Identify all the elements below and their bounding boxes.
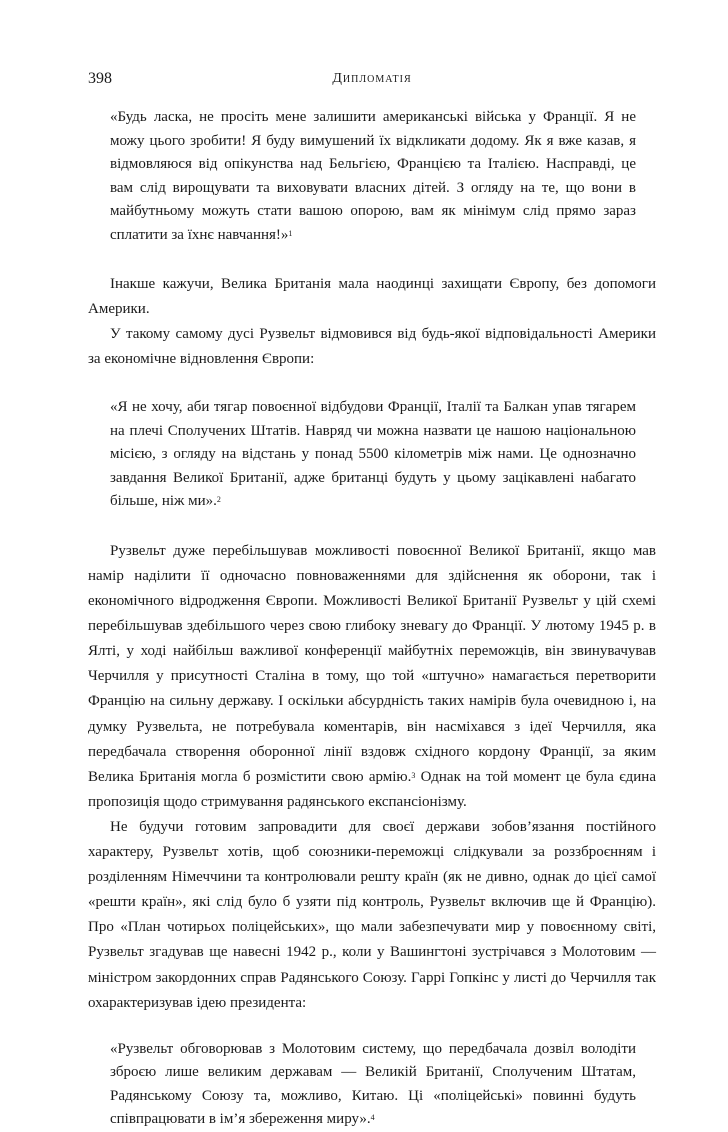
block-quote-3 xyxy=(110,1038,636,1132)
footnote-ref-3: 3 xyxy=(411,770,416,780)
quote-text: «Будь ласка, не просіть мене залишити американські війська у Франції. Я не можу цього зробити! Я буду вимушений їх відкликати додому. Як я вже казав, я відмовляюся від опікунства над Бельгією, Францією та Італією. Насправді, це вам слід вирощувати та виховувати власних дітей. З огляду на те, що вони в майбутньому можуть стати вашою опорою, вам як мінімум слід прямо зараз сплатити за їхнє навчання!» xyxy=(110,109,636,243)
quote-text: «Рузвельт обговорював з Молотовим систему, що передбачала дозвіл володіти зброєю лише великим державам — Великій Британії, Сполученим Штатам, Радянському Союзу та, можливо, Китаю. Ці «поліцейські» повинні будуть співпрацювати в ім’я збереження миру». xyxy=(110,1040,636,1128)
paragraph-1: Інакше кажучи, Велика Британія мала наодинці захищати Європу, без допомоги Америки. xyxy=(88,275,656,317)
footnote-ref-4: 4 xyxy=(370,1113,375,1123)
paragraph-2: У такому самому дусі Рузвельт відмовився від будь-якої відповідальності Америки за економічне відновлення Європи: xyxy=(88,325,656,367)
paragraph-3 xyxy=(88,539,656,815)
block-quote-2 xyxy=(110,396,636,514)
page-header xyxy=(88,70,656,92)
paragraph-text: Рузвельт дуже перебільшував можливості повоєнної Великої Британії, якщо мав намір наділити її одночасно повноваженнями для здійснення як оборони, так і економічного відродження Європи. Можливості Великої Британії Рузвельт у цій схемі перебільшував здебільшого через свою глибоку зневагу до Франції. У лютому 1945 р. в Ялті, у ході найбільш важливої конференції майбутніх переможців, він звинувачував Черчилля у присутності Сталіна в тому, що той «штучно» намагається перетворити Францію на сильну державу. І оскільки абсурдність таких намірів була очевидною і, на думку Рузвельта, не потребувала коментарів, він насміхався з ідеї Черчилля, яка передбачала створення оборонної лінії вздовж східного кордону Франції, за яким Велика Британія могла б розмістити свою армію. xyxy=(88,542,656,785)
paragraph-4: Не будучи готовим запровадити для своєї держави зобов’язання постійного характеру, Рузвельт хотів, щоб союзники-переможці слідкували за роззброєнням і розділенням Німеччини та контролювали решту країн (як не дивно, однак до цієї самої «решти країн», які слід було б узяти під контроль, Рузвельт включив ще й Францію). Про «План чотирьох поліцейських», що мали забезпечувати мир у повоєнному світі, Рузвельт згадував ще навесні 1942 р., коли у Вашингтоні зустрічався з Молотовим — міністром закордонних справ Радянського Союзу. Гаррі Гопкінс у листі до Черчилля так охарактеризував ідею президента: xyxy=(88,818,656,1011)
quote-text: «Я не хочу, аби тягар повоєнної відбудови Франції, Італії та Балкан упав тягарем на плечі Сполучених Штатів. Навряд чи можна назвати це нашою національною місією, з огляду на відстань у понад 5500 кілометрів між нами. Це однозначно завдання Великої Британії, адже британці будуть у цьому зацікавлені набагато більше, ніж ми». xyxy=(110,398,636,510)
page-number: 398 xyxy=(88,70,112,87)
paragraph-text-continued: Однак на той момент це була єдина пропозиція щодо стримування радянського експансіонізму. xyxy=(88,768,656,810)
footnote-ref-2: 2 xyxy=(216,495,221,505)
page-body xyxy=(88,98,656,1132)
running-title: Дипломатія xyxy=(332,71,412,86)
block-quote-1 xyxy=(110,106,636,248)
footnote-ref-1: 1 xyxy=(288,228,293,238)
